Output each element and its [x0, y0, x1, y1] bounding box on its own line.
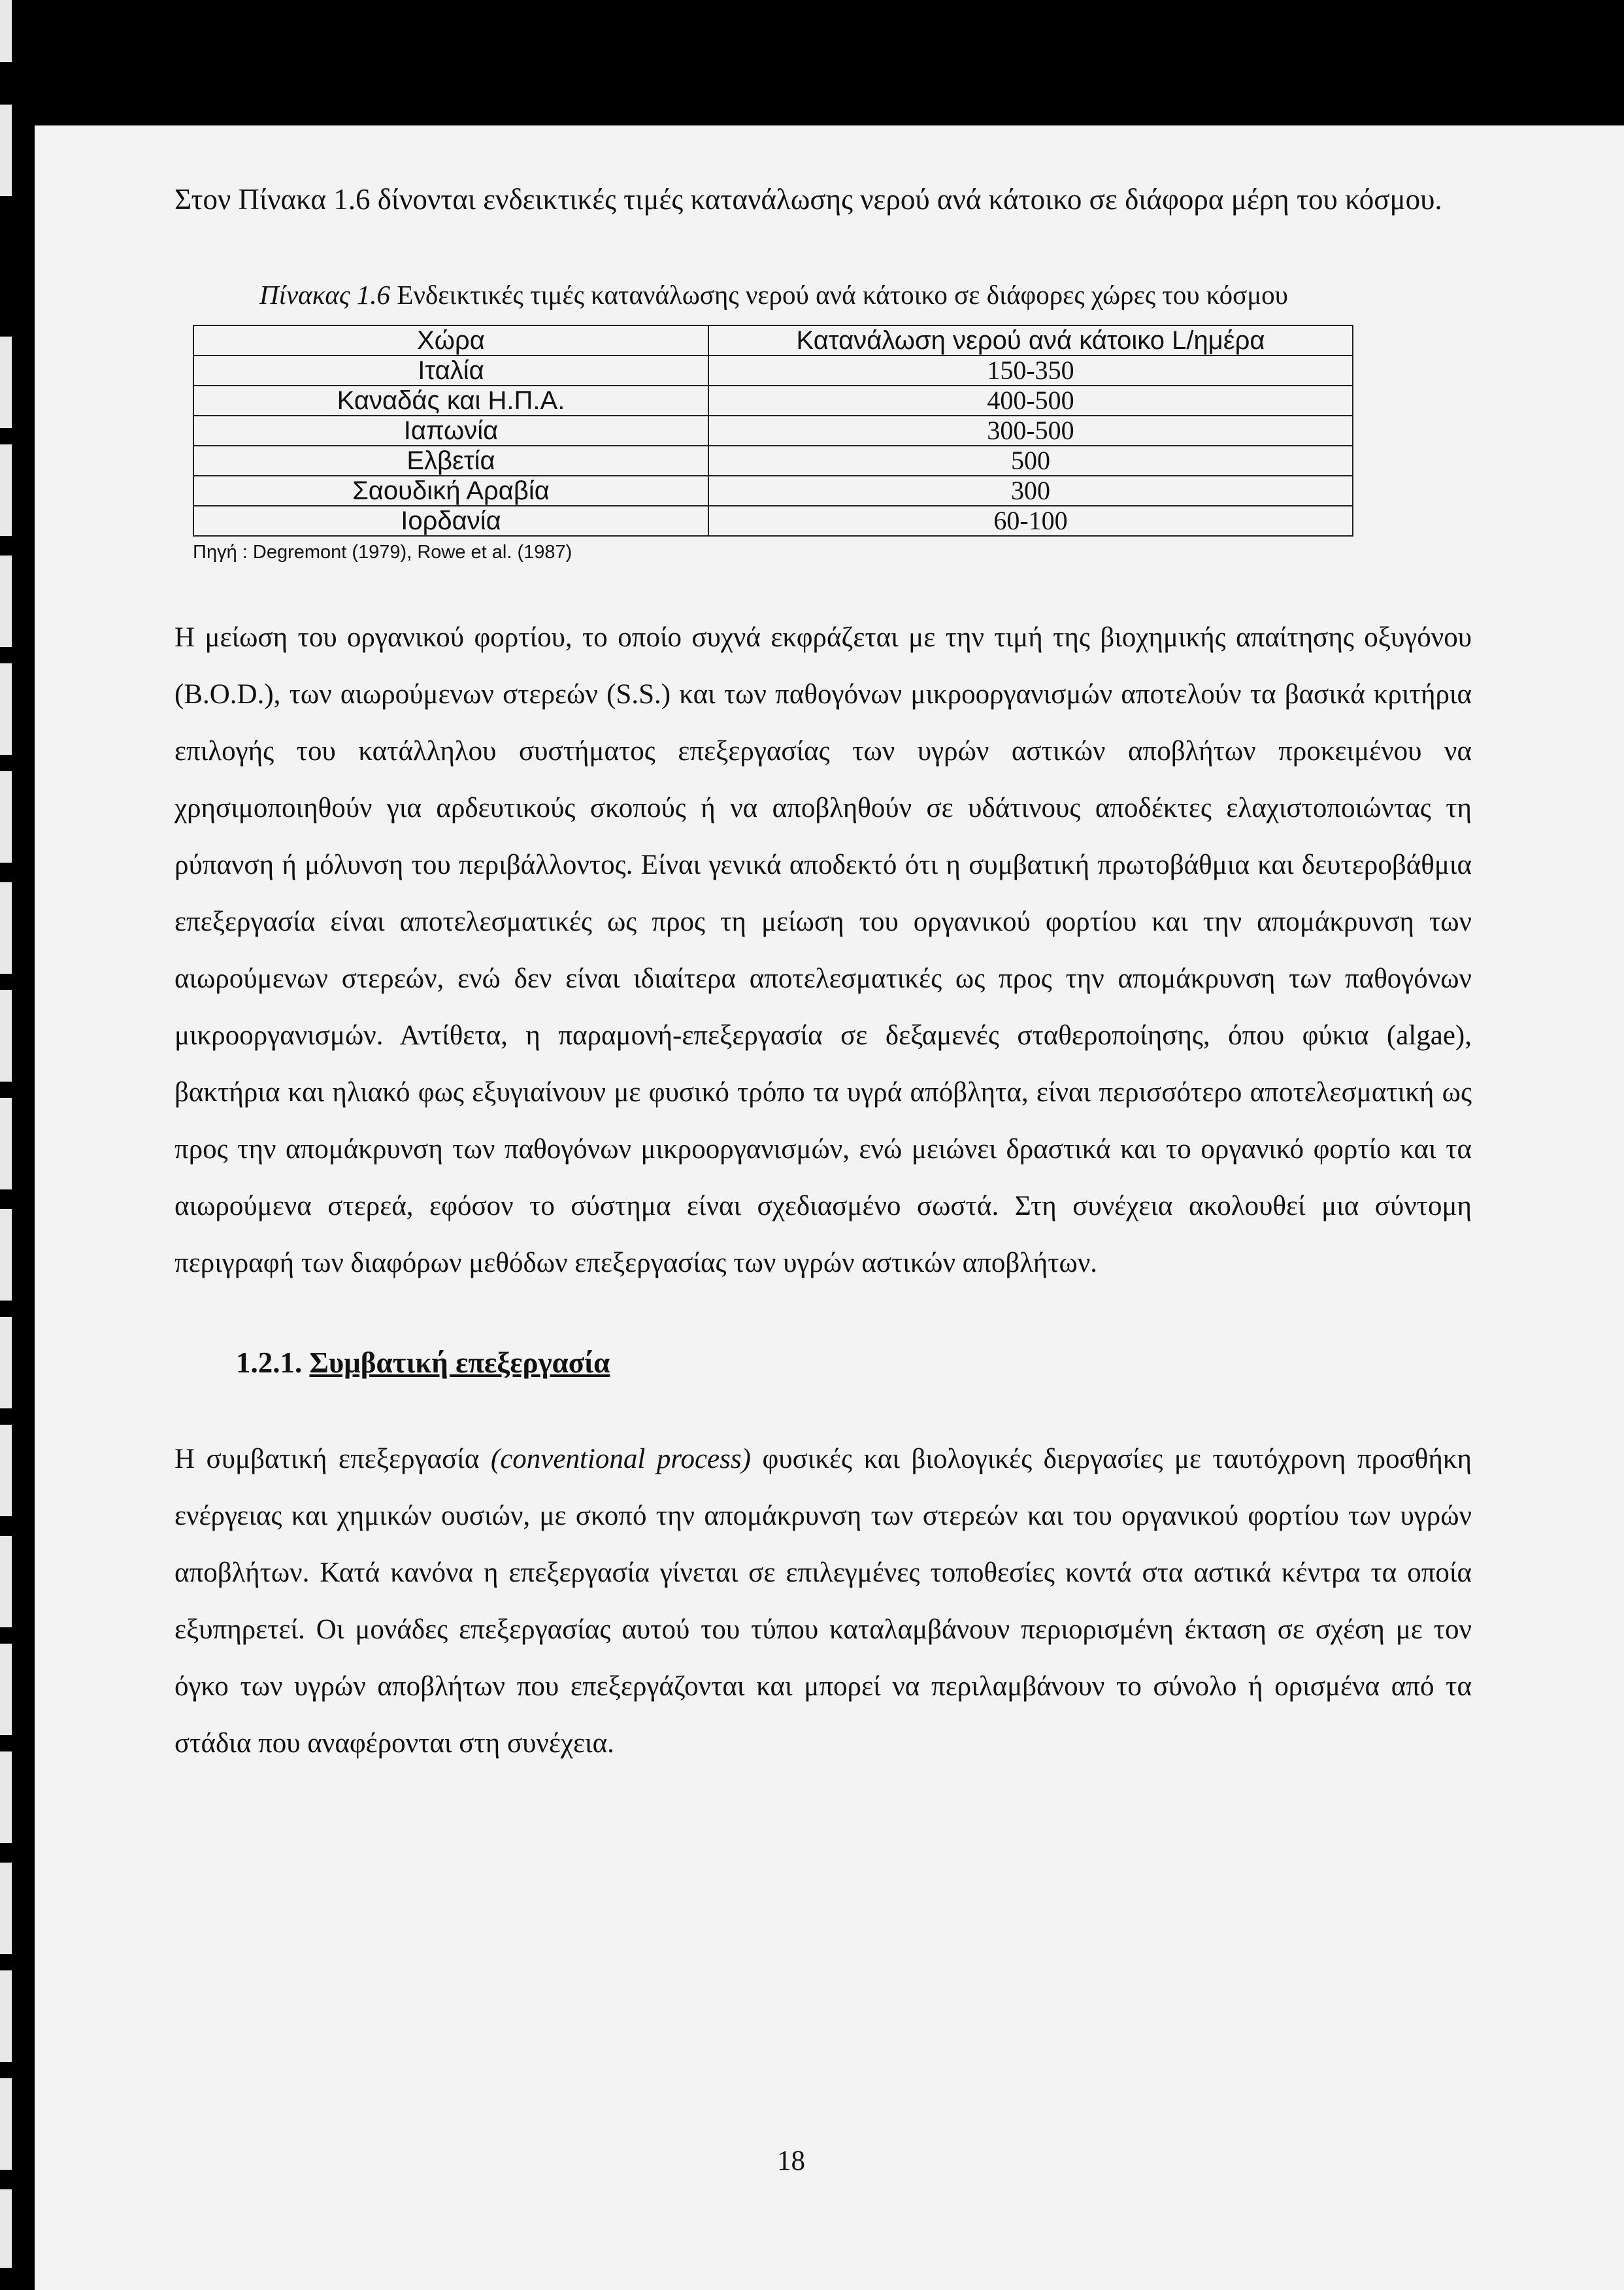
film-strip-mark — [0, 882, 12, 974]
film-strip-mark — [0, 990, 12, 1082]
film-strip-mark — [0, 663, 12, 755]
film-strip-mark — [0, 2078, 12, 2170]
film-strip-mark — [0, 444, 12, 536]
film-strip-mark — [0, 556, 12, 647]
country-cell: Καναδάς και Η.Π.Α. — [193, 386, 708, 416]
table-caption-text: Ενδεικτικές τιμές κατανάλωσης νερού ανά κάτοικο σε διάφορες χώρες του κόσμου — [390, 280, 1288, 310]
table-row — [193, 356, 1353, 386]
film-strip-mark — [0, 1970, 12, 2062]
page-content — [174, 171, 1472, 1772]
body-paragraph-1: Η μείωση του οργανικού φορτίου, το οποίο συχνά εκφράζεται με την τιμή της βιοχημικής απαίτησης οξυγόνου (B.O.D.), των αιωρούμενων στερεών (S.S.) και των παθογόνων μικροοργανισμών αποτελούν τα βασικά κριτήρια επιλογής του κατάλληλου συστήματος επεξεργασίας των υγρών αστικών αποβλήτων προκειμένου να χρησιμοποιηθούν για αρδευτικούς σκοπούς ή να αποβληθούν σε υδάτινους αποδέκτες ελαχιστοποιώντας τη ρύπανση ή μόλυνση του περιβάλλοντος. Είναι γενικά αποδεκτό ότι η συμβατική πρωτοβάθμια και δευτεροβάθμια επεξεργασία είναι αποτελεσματικές ως προς τη μείωση του οργανικού φορτίου και την απομάκρυνση των αιωρούμενων στερεών, ενώ δεν είναι ιδιαίτερα αποτελεσματικές ως προς την απομάκρυνση των παθογόνων μικροοργανισμών. Αντίθετα, η παραμονή-επεξεργασία σε δεξαμενές σταθεροποίησης, όπου φύκια (algae), βακτήρια και ηλιακό φως εξυγιαίνουν με φυσικό τρόπο τα υγρά απόβλητα, είναι περισσότερο αποτελεσματική ως προς την απομάκρυνση των παθογόνων μικροοργανισμών, ενώ μειώνει δραστικά και το οργανικό φορτίο και τα αιωρούμενα στερεά, εφόσον το σύστημα είναι σχεδιασμένο σωστά. Στη συνέχεια ακολουθεί μια σύντομη περιγραφή των διαφόρων μεθόδων επεξεργασίας των υγρών αστικών αποβλήτων. — [174, 622, 1472, 1278]
film-strip-mark — [0, 1098, 12, 1189]
country-cell: Ιορδανία — [193, 506, 708, 536]
film-strip-mark — [0, 1644, 12, 1735]
consumption-cell: 400-500 — [708, 386, 1353, 416]
water-consumption-table — [193, 325, 1353, 537]
intro-paragraph: Στον Πίνακα 1.6 δίνονται ενδεικτικές τιμές κατανάλωσης νερού ανά κάτοικο σε διάφορα μέρη του κόσμου. — [174, 183, 1442, 216]
consumption-cell: 300 — [708, 476, 1353, 506]
paragraph-2-term: (conventional process) — [490, 1444, 751, 1474]
country-cell: Ελβετία — [193, 446, 708, 476]
table-row — [193, 476, 1353, 506]
country-cell: Ιταλία — [193, 356, 708, 386]
table-caption-label: Πίνακας 1.6 — [259, 280, 391, 310]
film-strip-mark — [0, 1536, 12, 1627]
film-strip-mark — [0, 1425, 12, 1516]
film-strip-mark — [0, 105, 12, 196]
consumption-cell: 500 — [708, 446, 1353, 476]
film-strip-mark — [0, 2189, 12, 2268]
section-heading — [236, 1346, 1472, 1380]
header-consumption: Κατανάλωση νερού ανά κάτοικο L/ημέρα — [708, 325, 1353, 356]
consumption-cell: 60-100 — [708, 506, 1353, 536]
country-cell: Σαουδική Αραβία — [193, 476, 708, 506]
body-paragraph-2 — [174, 1431, 1472, 1772]
header-country: Χώρα — [193, 325, 708, 356]
table-source: Πηγή : Degremont (1979), Rowe et al. (1987) — [193, 542, 572, 563]
table-header-row — [193, 325, 1353, 356]
film-strip-mark — [0, 0, 12, 62]
table-row — [193, 446, 1353, 476]
film-strip-mark — [0, 1751, 12, 1843]
film-strip-mark — [0, 1317, 12, 1408]
section-title: Συμβατική επεξεργασία — [309, 1346, 610, 1379]
film-strip-mark — [0, 1209, 12, 1301]
film-strip-mark — [0, 337, 12, 428]
film-strip-mark — [0, 771, 12, 863]
paragraph-2-rest: φυσικές και βιολογικές διεργασίες με ταυτόχρονη προσθήκη ενέργειας και χημικών ουσιών, με σκοπό την απομάκρυνση των στερεών και του οργανικού φορτίου των υγρών αποβλήτων. Κατά κανόνα η επεξεργασία γίνεται σε επιλεγμένες τοποθεσίες κοντά στα αστικά κέντρα τα οποία εξυπηρετεί. Οι μονάδες επεξεργασίας αυτού του τύπου καταλαμβάνουν περιορισμένη έκταση σε σχέση με τον όγκο των υγρών αποβλήτων που επεξεργάζονται και μπορεί να περιλαμβάνουν το σύνολο ή ορισμένα από τα στάδια που αναφέρονται στη συνέχεια. — [174, 1444, 1472, 1759]
table-row — [193, 416, 1353, 446]
country-cell: Ιαπωνία — [193, 416, 708, 446]
table-row — [193, 386, 1353, 416]
consumption-cell: 150-350 — [708, 356, 1353, 386]
document-page — [35, 125, 1624, 2290]
table-row — [193, 506, 1353, 536]
film-strip-mark — [0, 1863, 12, 1954]
consumption-cell: 300-500 — [708, 416, 1353, 446]
table-caption — [259, 279, 1472, 310]
page-number: 18 — [777, 2146, 805, 2176]
section-number: 1.2.1. — [236, 1346, 303, 1379]
paragraph-2-start: Η συμβατική επεξεργασία — [174, 1444, 491, 1474]
